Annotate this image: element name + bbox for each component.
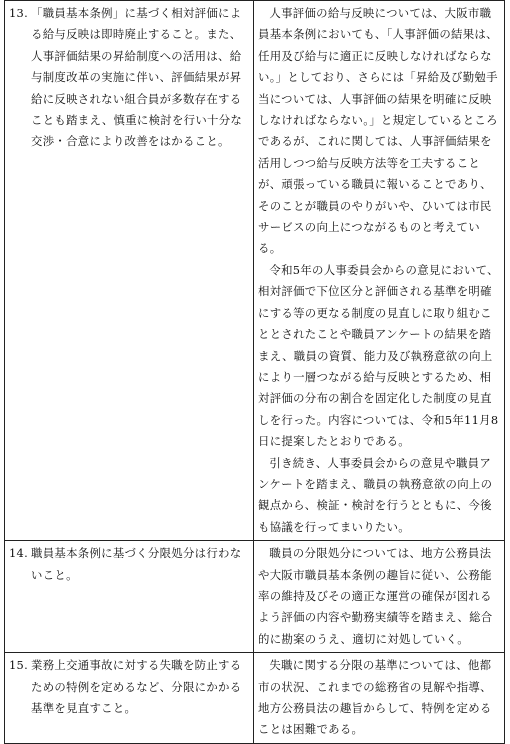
item-number: 14. <box>9 546 29 561</box>
table-row <box>5 1 505 541</box>
response-paragraph: 人事評価の給与反映については、大阪市職員基本条例においても、「人事評価の結果は、任用及び給与に適正に反映しなければならない。」としており、さらには「昇給及び勤勉手当については、人事評価の結果を明確に反映しなければならない。」と規定しているところであるが、これに関しては、人事評価結果を活用しつつ給与反映方法等を工夫することが、頑張っている職員に報いることであり、そのことが職員のやりがいや、ひいては市民サービスの向上につながるものと考えている。 <box>258 6 498 256</box>
item-number: 13. <box>9 6 29 20</box>
table-row <box>5 541 505 653</box>
request-cell <box>5 653 254 744</box>
response-cell <box>254 1 505 541</box>
response-paragraph: 失職に関する分限の基準については、他都市の状況、これまでの総務省の見解や指導、地方公務員法の趣旨からして、特例を定めることは困難である。 <box>258 658 492 737</box>
request-text <box>9 655 249 719</box>
request-cell <box>5 541 254 653</box>
request-text <box>9 3 249 153</box>
request-text <box>9 543 249 586</box>
request-body: 「職員基本条例」に基づく相対評価による給与反映は即時廃止すること。また、人事評価結果の昇給制度への活用は、給与制度改革の実施に伴い、評価結果が昇給に反映されない組合員が多数存在することも踏まえ、慎重に検討を行い十分な交渉・合意により改善をはかること。 <box>31 6 243 149</box>
response-cell <box>254 653 505 744</box>
request-body: 業務上交通事故に対する失職を防止するための特例を定めるなど、分限にかかる基準を見直すこと。 <box>31 658 242 715</box>
response-cell <box>254 541 505 653</box>
response-paragraph: 引き続き、人事委員会からの意見や職員アンケートを踏まえ、職員の執務意欲の向上の観点から、検証・検討を行うとともに、今後も協議を行ってまいりたい。 <box>258 455 493 534</box>
request-cell <box>5 1 254 541</box>
table-row <box>5 653 505 744</box>
response-paragraph: 職員の分限処分については、地方公務員法や大阪市職員基本条例の趣旨に従い、公務能率の維持及びその適正な運営の確保が図れるよう評価の内容や勤務実績等を踏まえ、総合的に勘案のうえ、適切に対処していく。 <box>258 546 493 646</box>
response-table <box>4 0 505 744</box>
request-body: 職員基本条例に基づく分限処分は行わないこと。 <box>31 546 242 582</box>
response-paragraph: 令和5年の人事委員会からの意見において、相対評価で下位区分と評価される基準を明確にする等の更なる制度の見直しに取り組むこととされたことや職員アンケートの結果を踏まえ、職員の資質、能力及び執務意欲の向上により一層つながる給与反映とするため、相対評価の分布の割合を固定化した制度の見直しを行った。内容については、令和5年11月8日に提案したとおりである。 <box>258 262 499 449</box>
item-number: 15. <box>9 658 29 673</box>
